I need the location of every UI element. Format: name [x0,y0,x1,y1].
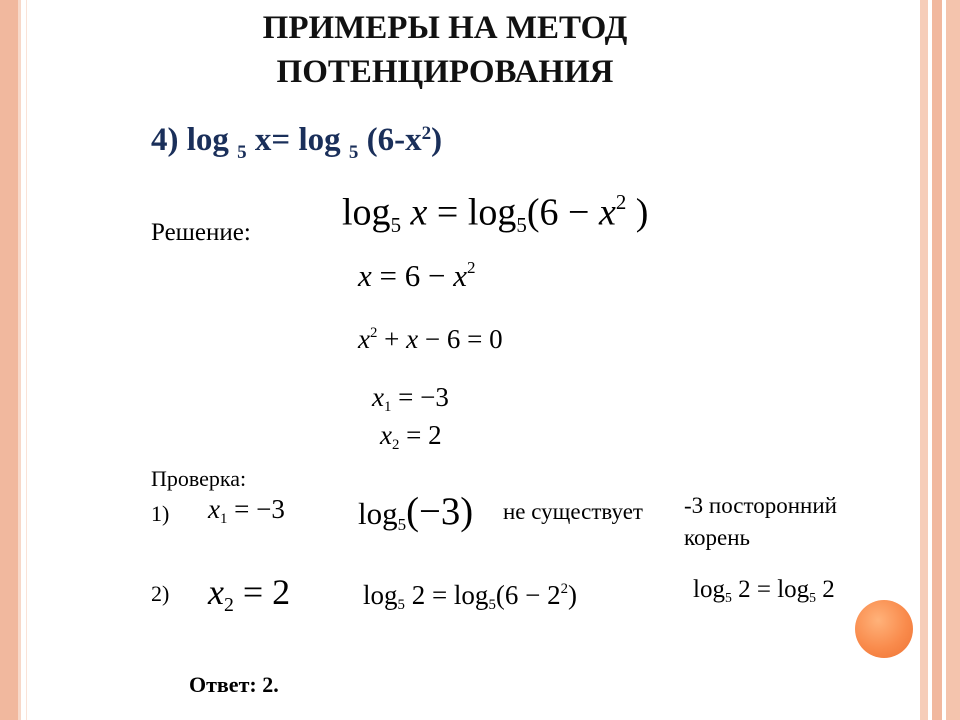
check2-result-base-2: 5 [809,589,817,605]
problem-number: 4) [151,122,179,158]
check-1-root [208,494,285,528]
problem-arg: (6-x [366,122,422,158]
step1-x2: x [598,191,616,234]
step2-x: x [358,258,372,293]
check2-result-log-2: log [777,576,810,603]
check1-remark-line-2: корень [684,525,751,550]
problem-base-1: 5 [237,142,247,163]
problem-exp: 2 [421,123,432,144]
right-border-stripe-2 [932,0,942,720]
check2-open: (6 − 2 [495,580,561,610]
check-1-number: 1) [151,501,170,526]
step3-x: x [358,324,370,354]
step2-mid: = 6 − [371,258,454,293]
check2-mid: 2 = [404,580,454,610]
step1-base-1: 5 [390,212,402,237]
check2-log-1: log [363,580,398,610]
check2-x: x [208,572,224,612]
step1-log-1: log [342,191,391,234]
left-border-line [18,0,21,720]
root2-value: = 2 [399,420,442,450]
solution-step-1 [342,190,648,238]
check-1-remark [684,490,837,554]
right-border-stripe-3 [946,0,960,720]
solution-label: Решение: [151,219,251,246]
problem-base-2: 5 [348,142,359,163]
step1-close: ) [626,191,649,234]
check1-arg: (−3) [406,490,474,533]
check2-exp: 2 [560,580,568,597]
right-border-stripe-1 [920,0,928,720]
check2-sub: 2 [223,593,234,616]
root1-value: = −3 [391,382,449,412]
check2-result-base-1: 5 [724,589,732,605]
step2-exp: 2 [467,258,476,278]
slide-title-line-2: ПОТЕНЦИРОВАНИЯ [276,54,614,90]
check1-value: = −3 [227,494,285,524]
check2-log-2: log [453,580,489,610]
step1-open: (6 − [526,191,599,234]
check1-log: log [358,496,398,531]
check1-x: x [208,494,220,524]
root2-x: x [380,420,392,450]
solution-step-2 [358,258,476,294]
problem-close: ) [431,122,443,158]
check-1-note: не существует [503,499,643,524]
check1-remark-line-1: -3 посторонний [684,493,837,518]
check-2-number: 2) [151,581,170,606]
answer: Ответ: 2. [189,672,279,697]
problem-log-2: log [298,122,341,158]
step3-plus: + [377,324,407,354]
orange-circle-decoration [855,600,913,658]
step2-x2: x [453,258,467,293]
inner-border-line [26,0,27,720]
check1-base: 5 [397,514,407,534]
step1-base-2: 5 [516,212,527,237]
slide-title-line-1: ПРИМЕРЫ НА МЕТОД [262,10,628,46]
check-2-root [208,571,290,617]
check2-result-end: 2 [816,576,835,603]
step1-eq: = [427,191,468,234]
root-1 [372,382,449,416]
root1-sub: 1 [383,399,392,416]
root1-x: x [372,382,384,412]
check-2-result [693,576,835,606]
check2-result-mid: 2 = [731,576,778,603]
step1-x: x [410,191,428,234]
slide-title [180,6,710,94]
check-1-log [358,489,473,535]
problem-lhs: x= [254,122,291,158]
check2-base-2: 5 [488,597,496,614]
left-border-decoration [0,0,18,720]
step3-x2: x [406,324,419,354]
problem-log-1: log [186,122,229,158]
check2-result-log-1: log [693,576,725,603]
root2-sub: 2 [391,437,400,454]
check2-value: = 2 [233,572,291,612]
check2-base-1: 5 [397,597,405,614]
check-2-substitution [363,580,577,614]
step3-exp: 2 [369,324,378,341]
check-label: Проверка: [151,466,247,491]
step1-exp: 2 [615,190,627,214]
step1-log-2: log [467,191,517,234]
check1-sub: 1 [219,511,228,528]
problem-statement [151,122,442,164]
check2-close: ) [568,580,577,610]
root-2 [380,420,442,454]
step3-rest: − 6 = 0 [418,324,503,354]
solution-step-3 [358,324,503,355]
